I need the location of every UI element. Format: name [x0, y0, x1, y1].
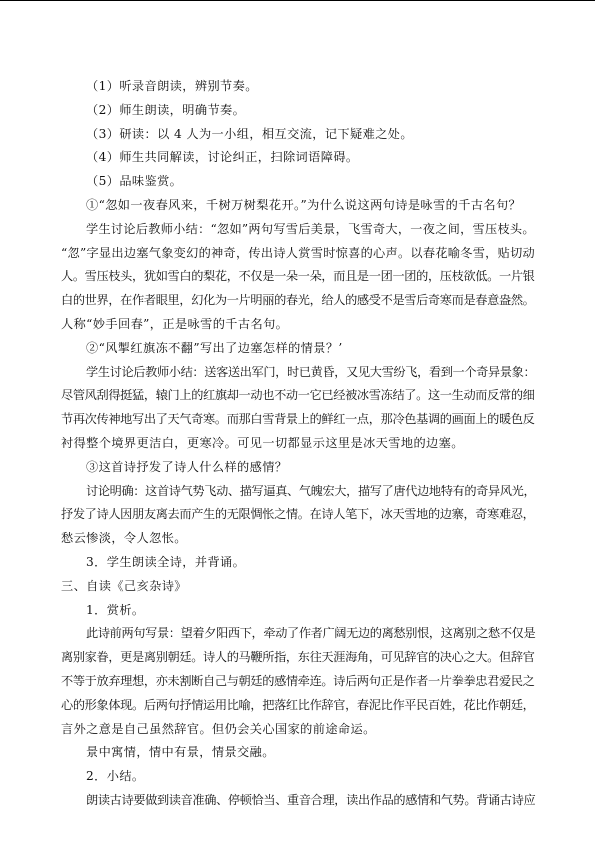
text-line: （3）研读：以 4 人为一小组，相互交流，记下疑难之处。 [86, 126, 413, 141]
text-line: 三、自读《己亥杂诗》 [61, 578, 187, 593]
text-line: 愁云惨淡，令人忽怅。 [61, 531, 187, 546]
text-line: 3．学生朗读全诗，并背诵。 [86, 554, 246, 569]
text-line: 言外之意是自己虽然辞官。但仍会关心国家的前途命运。 [61, 721, 376, 736]
text-line: 2．小结。 [86, 769, 145, 784]
text-line: ③这首诗抒发了诗人什么样的感情？ [86, 459, 288, 474]
text-line: 离别家眷，更是离别朝廷。诗人的马鞭所指，东往天涯海角，可见辞官的决心之大。但辞官 [61, 650, 535, 665]
text-line: （1）听录音朗读，辨别节奏。 [86, 79, 258, 93]
text-line: 景中寓情，情中有景，情景交融。 [86, 745, 275, 760]
text-line: 学生讨论后教师小结：送客送出军门，时已黄昏，又见大雪纷飞，看到一个奇异景象： [86, 364, 536, 379]
text-line: （5）品味鉴赏。 [86, 174, 183, 189]
document-body [61, 75, 535, 813]
text-line: 节再次传神地写出了天气奇寒。而那白雪背景上的鲜红一点，那冷色基调的画面上的暖色反 [61, 412, 535, 427]
text-line: ①“忽如一夜春风来，千树万树梨花开。”为什么说这两句诗是咏雪的千古名句？ [86, 197, 522, 212]
text-line: 1．赏析。 [86, 602, 145, 617]
text-line: ②“风掣红旗冻不翻”写出了边塞怎样的情景？’ [86, 340, 343, 355]
text-line: 心的形象体现。后两句抒情运用比喻，把落红比作辞官，春泥比作平民百姓，花比作朝廷， [61, 697, 535, 712]
text-line: 讨论明确：这首诗气势飞动、描写逼真、气魄宏大，描写了唐代边地特有的奇异风光， [86, 483, 536, 498]
text-line: 学生讨论后教师小结：“忽如”两句写雪后美景，飞雪奇大，一夜之间，雪压枝头。 [86, 221, 535, 236]
text-line: 朗读古诗要做到读音准确、停顿恰当、重音合理，读出作品的感情和气势。背诵古诗应 [86, 792, 536, 807]
page-top-border [0, 0, 595, 1]
text-line: 不等于放弃理想，亦未割断自己与朝廷的感情牵连。诗后两句正是作者一片拳拳忠君爱民之 [61, 673, 535, 688]
text-line: 人称“妙手回春”，正是咏雪的千古名句。 [61, 316, 289, 331]
text-line: 尽管风刮得挺猛，辕门上的红旗却一动也不动一它已经被冰雪冻结了。这一生动而反常的细 [61, 388, 535, 403]
text-line: 衬得整个境界更洁白，更寒冷。可见一切都显示这里是冰天雪地的边塞。 [61, 435, 464, 450]
text-line: 人。雪压枝头，犹如雪白的梨花，不仅是一朵一朵，而且是一团一团的，压枝欲低。一片银 [61, 269, 535, 284]
text-line: （4）师生共同解读，讨论纠正，扫除词语障碍。 [86, 150, 359, 165]
text-line: 白的世界，在作者眼里，幻化为一片明丽的春光，给人的感受不是雪后奇寒而是春意盎然。 [61, 293, 535, 308]
text-line: 抒发了诗人因朋友离去而产生的无限惆怅之情。在诗人笔下，冰天雪地的边寨，奇寒难忍， [61, 507, 535, 522]
text-line: 此诗前两句写景：望着夕阳西下，牵动了作者广阔无边的离愁别恨，这离别之愁不仅是 [86, 626, 536, 641]
text-line: （2）师生朗读，明确节奏。 [86, 102, 246, 117]
text-line: “忽”字显出边塞气象变幻的神奇，传出诗人赏雪时惊喜的心声。以春花喻冬雪，贴切动 [61, 245, 535, 260]
